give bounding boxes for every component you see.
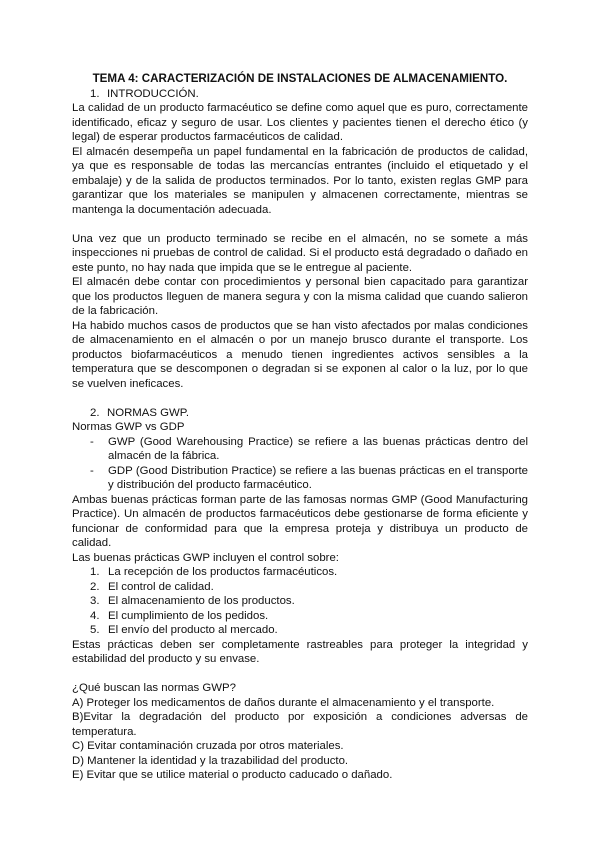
numbered-list-item (72, 623, 528, 638)
list-item-text: La recepción de los productos farmacéuticos. (108, 566, 338, 578)
dash-marker: - (90, 464, 94, 477)
section-label: NORMAS GWP. (107, 406, 190, 419)
section-label: INTRODUCCIÓN. (107, 87, 199, 100)
page-title: TEMA 4: CARACTERIZACIÓN DE INSTALACIONES DE ALMACENAMIENTO. (92, 72, 508, 85)
numbered-list-item (72, 609, 528, 624)
spacer (72, 667, 528, 682)
section-number: 1. (90, 87, 100, 100)
subheading: Normas GWP vs GDP (72, 421, 185, 433)
answer-option: B)Evitar la degradación del producto por exposición a condiciones adversas de temperatura. (72, 711, 528, 738)
paragraph: El almacén desempeña un papel fundamental en la fabricación de productos de calidad, ya que es responsable de todas las mercancías entrantes (incluido el etiquetado y el embalaje) y de la salida de productos terminados. Por lo tanto, existen reglas GMP para garantizar que los materiales se manipulen y almacenen correctamente, mientras se mantenga la documentación adecuada. (72, 145, 528, 216)
dash-marker: - (90, 435, 94, 448)
paragraph: La calidad de un producto farmacéutico se define como aquel que es puro, correctamente identificado, eficaz y seguro de usar. Los clientes y pacientes tienen el derecho ético (y legal) de esperar productos farmacéuticos de calidad. (72, 102, 528, 143)
section-heading-norms (72, 406, 528, 421)
dash-item-text: GWP (Good Warehousing Practice) se refiere a las buenas prácticas dentro del almacén de la fábrica. (108, 435, 528, 462)
question: ¿Qué buscan las normas GWP? (72, 682, 236, 694)
dash-item-text: GDP (Good Distribution Practice) se refiere a las buenas prácticas en el transporte y distribución del producto farmacéutico. (108, 464, 528, 491)
answer-option: C) Evitar contaminación cruzada por otros materiales. (72, 740, 344, 752)
list-number: 5. (90, 624, 100, 636)
dash-list-item (72, 435, 528, 464)
paragraph: Ambas buenas prácticas forman parte de las famosas normas GMP (Good Manufacturing Practice). Un almacén de productos farmacéuticos debe gestionarse de forma eficiente y funcionar de conformidad para que la empresa proteja y distribuya un producto de calidad. (72, 493, 528, 549)
spacer (72, 217, 528, 232)
list-item-text: El control de calidad. (108, 580, 214, 593)
numbered-list-item (72, 580, 528, 595)
numbered-list-item (72, 594, 528, 609)
list-number: 4. (90, 609, 100, 622)
paragraph: Las buenas prácticas GWP incluyen el control sobre: (72, 551, 339, 564)
section-number: 2. (90, 406, 100, 419)
list-item-text: El almacenamiento de los productos. (108, 595, 295, 607)
list-number: 2. (90, 580, 100, 593)
answer-option: E) Evitar que se utilice material o producto caducado o dañado. (72, 769, 393, 781)
spacer (72, 391, 528, 406)
list-item-text: El cumplimiento de los pedidos. (108, 609, 269, 622)
section-heading-intro (72, 87, 528, 102)
list-item-text: El envío del producto al mercado. (108, 624, 278, 636)
document-body (72, 72, 528, 783)
paragraph: Ha habido muchos casos de productos que se han visto afectados por malas condiciones de almacenamiento en el almacén o por un manejo brusco durante el transporte. Los productos biofarmacéuticos a menudo tienen ingredientes activos sensibles a la temperatura que se descomponen o degradan si se exponen al calor o la luz, por lo que se vuelven ineficaces. (72, 319, 528, 390)
dash-list-item (72, 464, 528, 493)
answer-option: D) Mantener la identidad y la trazabilidad del producto. (72, 754, 349, 767)
paragraph: El almacén debe contar con procedimientos y personal bien capacitado para garantizar que los productos lleguen de manera segura y con la misma calidad que cuando salieron de la fabricación. (72, 276, 528, 317)
list-number: 3. (90, 595, 100, 607)
numbered-list-item (72, 565, 528, 580)
list-number: 1. (90, 566, 100, 578)
answer-option: A) Proteger los medicamentos de daños durante el almacenamiento y el transporte. (72, 696, 495, 709)
paragraph: Una vez que un producto terminado se recibe en el almacén, no se somete a más inspecciones ni pruebas de control de calidad. Si el producto está degradado o dañado en este punto, no hay nada que impida que se le entregue al paciente. (72, 232, 528, 274)
paragraph: Estas prácticas deben ser completamente rastreables para proteger la integridad y estabilidad del producto y su envase. (72, 638, 528, 665)
